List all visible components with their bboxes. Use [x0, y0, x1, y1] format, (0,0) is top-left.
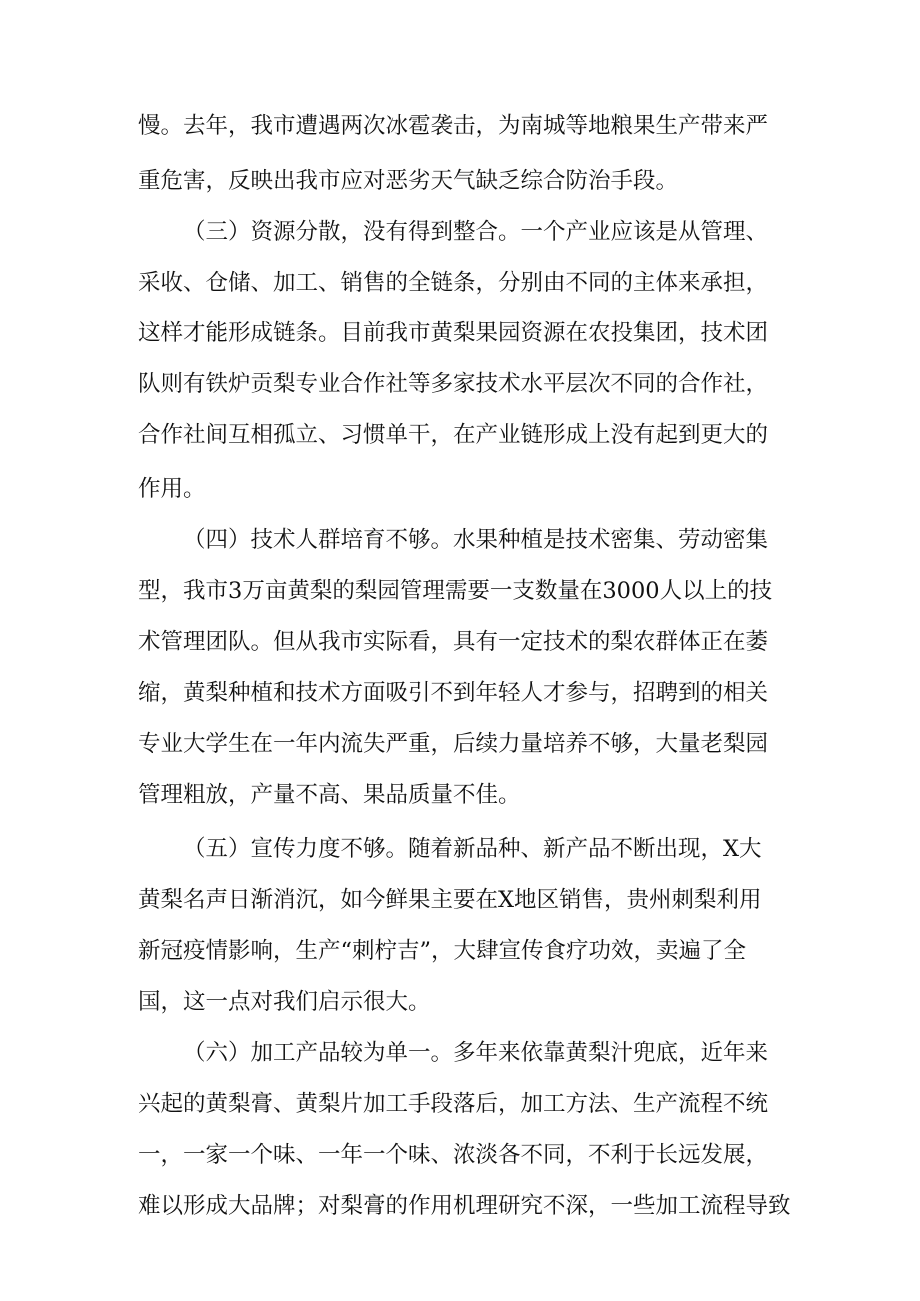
text-line: 缩，黄梨种植和技术方面吸引不到年轻人才参与，招聘到的相关	[138, 680, 769, 706]
text-line: 新冠疫情影响，生产“刺柠吉”，大肆宣传食疗功效，卖遍了全	[138, 938, 747, 964]
paragraph-6-heading-line: （六）加工产品较为单一。多年来依靠黄梨汁兜底，近年来	[183, 1040, 769, 1066]
paragraph-4-heading-line: （四）技术人群培育不够。水果种植是技术密集、劳动密集	[183, 527, 769, 553]
text-line: 术管理团队。但从我市实际看，具有一定技术的梨农群体正在萎	[138, 629, 769, 655]
text-line: 慢。去年，我市遭遇两次冰雹袭击，为南城等地粮果生产带来严	[138, 113, 769, 139]
text-line: 黄梨名声日渐消沉，如今鲜果主要在X地区销售，贵州刺梨利用	[138, 887, 762, 913]
text-line: 难以形成大品牌；对梨膏的作用机理研究不深，一些加工流程导致	[138, 1193, 791, 1219]
text-line: 兴起的黄梨膏、黄梨片加工手段落后，加工方法、生产流程不统	[138, 1091, 769, 1117]
text-line: 型，我市3万亩黄梨的梨园管理需要一支数量在3000人以上的技	[138, 578, 773, 604]
text-line: 重危害，反映出我市应对恶劣天气缺乏综合防治手段。	[138, 168, 679, 194]
paragraph-5-heading-line: （五）宣传力度不够。随着新品种、新产品不断出现，X大	[183, 836, 762, 862]
text-line: 作用。	[138, 476, 206, 502]
text-line: 专业大学生在一年内流失严重，后续力量培养不够，大量老梨园	[138, 731, 769, 757]
text-line: 这样才能形成链条。目前我市黄梨果园资源在农投集团，技术团	[138, 320, 769, 346]
text-line: 采收、仓储、加工、销售的全链条，分别由不同的主体来承担，	[138, 270, 769, 296]
text-line: 一，一家一个味、一年一个味、浓淡各不同，不利于长远发展，	[138, 1142, 769, 1168]
text-line: 队则有铁炉贡梨专业合作社等多家技术水平层次不同的合作社，	[138, 371, 769, 397]
paragraph-3-heading-line: （三）资源分散，没有得到整合。一个产业应该是从管理、	[183, 219, 769, 245]
text-line: 国，这一点对我们启示很大。	[138, 989, 431, 1015]
text-line: 管理粗放，产量不高、果品质量不佳。	[138, 782, 521, 808]
text-line: 合作社间互相孤立、习惯单干，在产业链形成上没有起到更大的	[138, 422, 769, 448]
